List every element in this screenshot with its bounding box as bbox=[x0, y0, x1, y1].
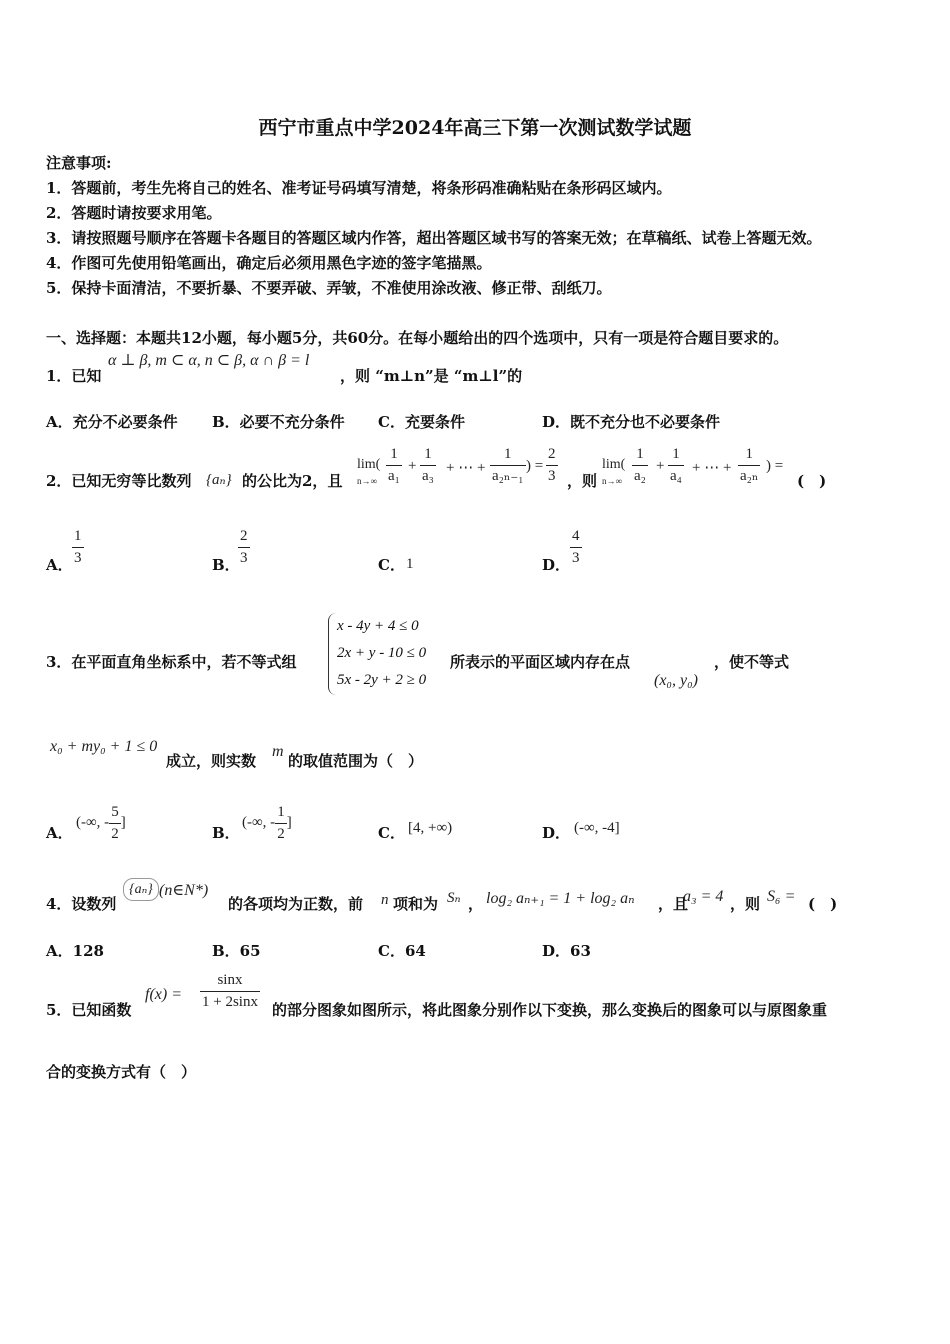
q4-condition: (n∈N*) bbox=[159, 882, 209, 899]
q3-option-d-value: (-∞, -4] bbox=[574, 820, 620, 836]
q2-fraction: $\frac{1}{\text{a₁}}$ bbox=[388, 446, 400, 484]
q2-lim-sub: n→∞ bbox=[602, 476, 622, 486]
q3-option-c-value: [4, +∞) bbox=[408, 820, 453, 836]
q2-option-b-value: $\frac{2}{3}$ bbox=[240, 528, 248, 566]
notice-heading: 注意事项: bbox=[46, 154, 112, 172]
q2-option-c-label[interactable]: C． bbox=[378, 556, 405, 574]
q2-lim-sub: n→∞ bbox=[357, 476, 377, 486]
q2-fraction: $\frac{1}{\text{a₃}}$ bbox=[422, 446, 434, 484]
q2-option-c-value: 1 bbox=[406, 556, 414, 572]
q4-lead: 4．设数列 bbox=[46, 895, 117, 913]
q3-option-a-value: (-∞, - $\frac{5}{2}$ ] bbox=[76, 804, 126, 842]
q4-then: ，则 bbox=[730, 895, 761, 913]
q4-s6: S₆ = bbox=[767, 888, 796, 905]
q3-inequality: x - 4y + 4 ≤ 0 bbox=[337, 618, 419, 634]
q2-dots: + ⋯ + bbox=[446, 460, 486, 476]
q4-comma: ， bbox=[468, 895, 484, 913]
exam-title: 西宁市重点中学2024年高三下第一次测试数学试题 bbox=[258, 117, 692, 139]
q3-option-d-label[interactable]: D． bbox=[542, 824, 571, 842]
q5-tail: 的部分图象如图所示，将此图象分别作以下变换，那么变换后的图象可以与原图象重 bbox=[272, 1001, 828, 1019]
q5-function: f(x) = bbox=[145, 986, 182, 1003]
notice-item: 3．请按照题号顺序在答题卡各题目的答题区域内作答，超出答题区域书写的答案无效；在草稿纸、试卷上答题无效。 bbox=[46, 229, 822, 247]
q2-lim: lim( bbox=[602, 457, 626, 472]
q3-option-c-label[interactable]: C． bbox=[378, 824, 405, 842]
q3-option-b-label[interactable]: B． bbox=[212, 824, 240, 842]
q1-option-c[interactable]: C．充要条件 bbox=[378, 413, 465, 431]
section-heading: 一、选择题：本题共12小题，每小题5分，共60分。在每小题给出的四个选项中，只有一项是符合题目要求的。 bbox=[46, 329, 789, 347]
q2-lim: lim( bbox=[357, 457, 381, 472]
notice-item: 5．保持卡面清洁，不要折暴、不要弄破、弄皱，不准使用涂改液、修正带、刮纸刀。 bbox=[46, 279, 612, 297]
q2-fraction: $\frac{1}{\text{a₂}}$ bbox=[634, 446, 646, 484]
q2-fraction: $\frac{1}{\text{a₂ₙ₋₁}}$ bbox=[492, 446, 524, 484]
q4-mid: 的各项均为正数，前 bbox=[228, 895, 364, 913]
q1-condition: α ⊥ β, m ⊂ α, n ⊂ β, α ∩ β = l bbox=[108, 352, 310, 369]
notice-item: 2．答题时请按要求用笔。 bbox=[46, 204, 222, 222]
q5-line2: 合的变换方式有（ ） bbox=[46, 1063, 197, 1081]
q4-option-b[interactable]: B．65 bbox=[212, 942, 261, 960]
q3-option-a-label[interactable]: A． bbox=[46, 824, 73, 842]
q5-lead: 5．已知函数 bbox=[46, 1001, 132, 1019]
q2-option-d-label[interactable]: D． bbox=[542, 556, 571, 574]
q3-inequality-system bbox=[328, 613, 459, 695]
q2-plus: + bbox=[656, 458, 665, 474]
q2-plus: + bbox=[408, 458, 417, 474]
q3-line2: 成立，则实数 bbox=[166, 752, 257, 770]
q4-a3: a₃ = 4 bbox=[683, 888, 724, 905]
notice-item: 1．答题前，考生先将自己的姓名、准考证号码填写清楚，将条形码准确粘贴在条形码区域内。 bbox=[46, 179, 672, 197]
q2-value: $\frac{2}{3}$ bbox=[548, 446, 556, 484]
q3-tail: ，使不等式 bbox=[714, 653, 790, 671]
q2-equals: ) = bbox=[766, 458, 784, 474]
q2-option-a-label[interactable]: A． bbox=[46, 556, 73, 574]
q2-sequence: {aₙ} bbox=[206, 472, 232, 488]
q4-option-d[interactable]: D．63 bbox=[542, 942, 591, 960]
q2-dots: + ⋯ + bbox=[692, 460, 732, 476]
q3-inequality: 2x + y - 10 ≤ 0 bbox=[337, 645, 427, 661]
q2-fraction: $\frac{1}{\text{a₄}}$ bbox=[670, 446, 682, 484]
q2-equals: ) = bbox=[526, 458, 544, 474]
q1-tail: ，则 “m⊥n”是 “m⊥l”的 bbox=[340, 367, 523, 385]
q4-blank: ( ) bbox=[808, 895, 838, 913]
q4-sn: Sₙ bbox=[447, 890, 461, 906]
q4-sequence: {aₙ} bbox=[123, 878, 159, 901]
q3-option-b-value: (-∞, - $\frac{1}{2}$ ] bbox=[242, 804, 292, 842]
q2-option-d-value: $\frac{4}{3}$ bbox=[572, 528, 580, 566]
q4-n: n bbox=[381, 892, 389, 908]
q2-lead: 2．已知无穷等比数列 bbox=[46, 472, 192, 490]
q2-fraction: $\frac{1}{\text{a₂ₙ}}$ bbox=[740, 446, 759, 484]
q2-blank: ( ) bbox=[797, 472, 827, 490]
q2-option-b-label[interactable]: B． bbox=[212, 556, 240, 574]
q3-lead: 3．在平面直角坐标系中，若不等式组 bbox=[46, 653, 297, 671]
q3-inequality: 5x - 2y + 2 ≥ 0 bbox=[337, 672, 427, 688]
q2-mid: 的公比为2，且 bbox=[242, 472, 343, 490]
q4-mid2: 项和为 bbox=[393, 895, 439, 913]
notice-item: 4．作图可先使用铅笔画出，确定后必须用黑色字迹的签字笔描黑。 bbox=[46, 254, 492, 272]
q2-sep: ，则 bbox=[567, 472, 598, 490]
q3-line2-tail: 的取值范围为（ ） bbox=[288, 752, 424, 770]
q3-inequality-2: x₀ + my₀ + 1 ≤ 0 bbox=[50, 738, 158, 755]
q5-fraction: $\frac{\sin x}{1 + 2\sin x}$ bbox=[202, 972, 258, 1010]
q4-equation: log₂ aₙ₊₁ = 1 + log₂ aₙ bbox=[486, 890, 635, 907]
q3-mid: 所表示的平面区域内存在点 bbox=[450, 653, 631, 671]
q3-m: m bbox=[272, 743, 284, 760]
q1-lead: 1．已知 bbox=[46, 367, 102, 385]
q1-option-b[interactable]: B．必要不充分条件 bbox=[212, 413, 345, 431]
q4-option-c[interactable]: C．64 bbox=[378, 942, 426, 960]
q3-point: (x₀, y₀) bbox=[654, 672, 698, 689]
q1-option-d[interactable]: D．既不充分也不必要条件 bbox=[542, 413, 721, 431]
q4-and: ，且 bbox=[658, 895, 689, 913]
q2-option-a-value: $\frac{1}{3}$ bbox=[74, 528, 82, 566]
q1-option-a[interactable]: A．充分不必要条件 bbox=[46, 413, 178, 431]
q4-option-a[interactable]: A．128 bbox=[46, 942, 104, 960]
